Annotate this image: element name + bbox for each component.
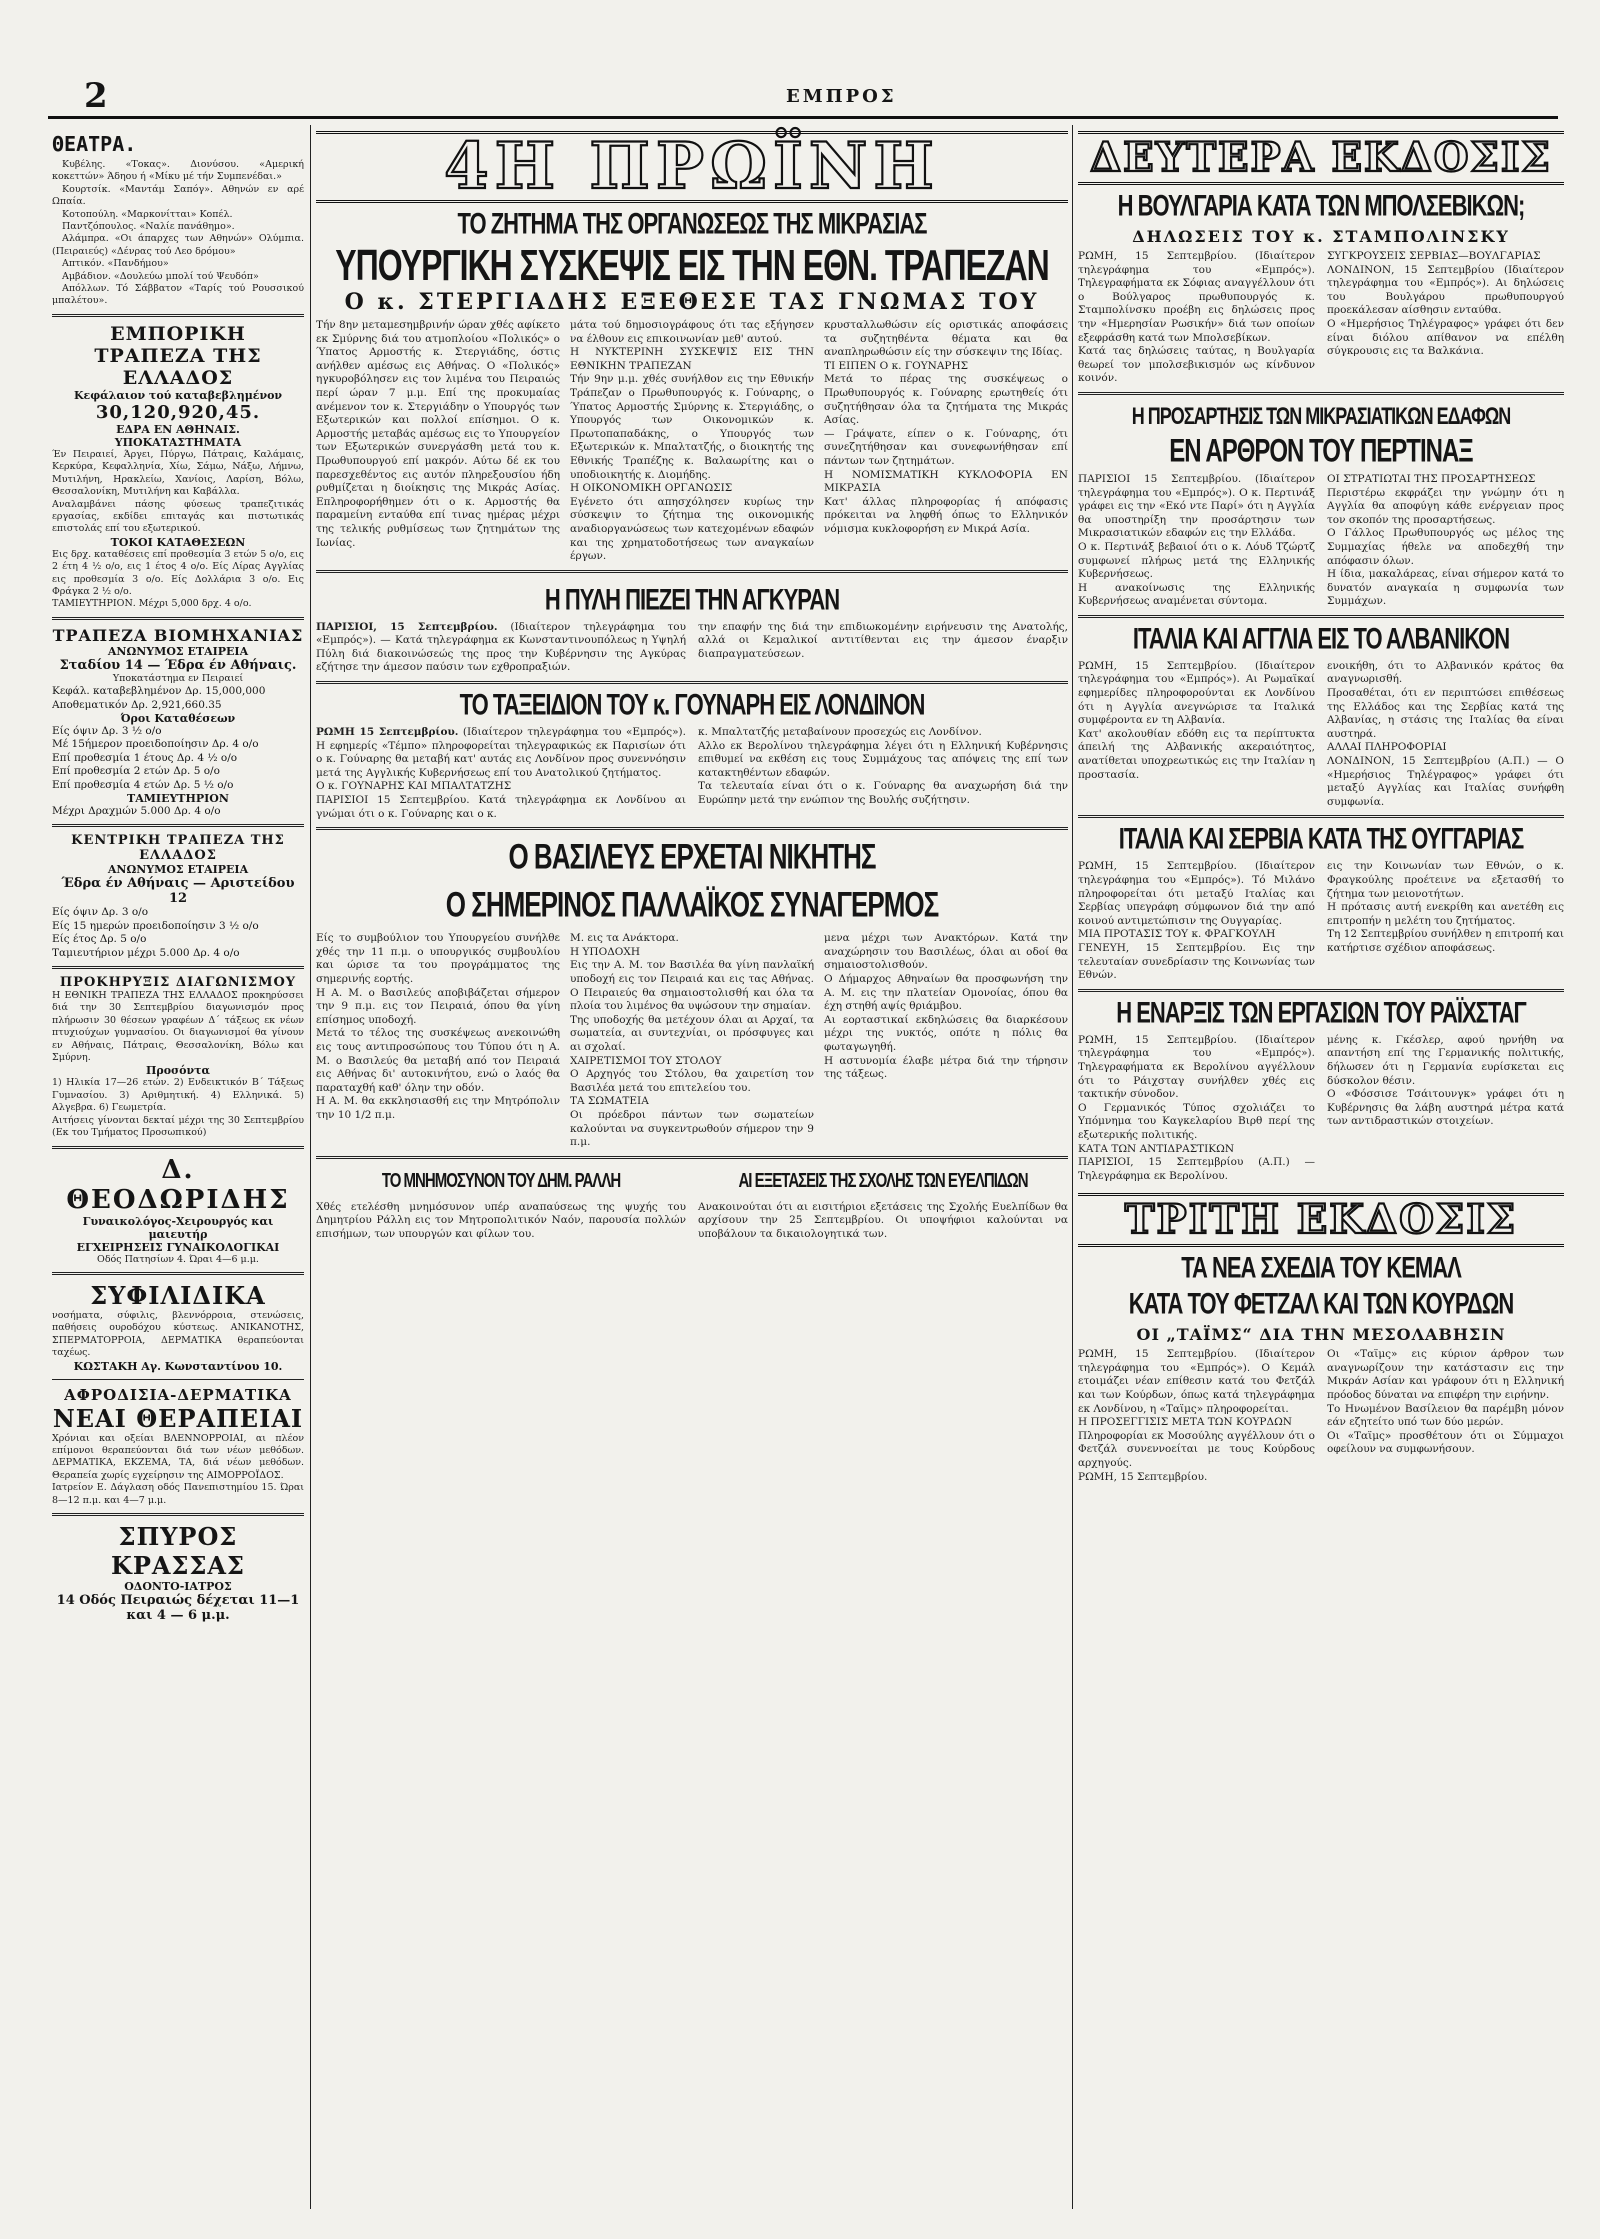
story-byline: ΟΙ „ΤΑΪΜΣ“ ΔΙΑ ΤΗΝ ΜΕΣΟΛΑΒΗΣΙΝ — [1136, 1325, 1506, 1345]
rate-line: Είς έτος Δρ. 5 ο/ο — [52, 933, 147, 946]
story-kicker: Ο ΒΑΣΙΛΕΥΣ ΕΡΧΕΤΑΙ ΝΙΚΗΤΗΣ — [508, 836, 876, 877]
dateline: ΡΩΜΗ 15 Σεπτεμβρίου. — [316, 726, 459, 739]
story-column: την επαφήν της διά την επιδιωκομένην ειρήνευσιν της Ανατολής, αλλά οι Κεμαλικοί αντιτίθενται εις την άμεσον έναρξιν διαπραγματεύσεων. — [698, 620, 1068, 660]
story-column: ΡΩΜΗ, 15 Σεπτεμβρίου. (Ιδιαίτερον τηλεγράφημα του «Εμπρός»). Τηλεγραφήματα εκ Σόφιας αναγγέλλουν ότι ο Βούλγαρος πρωθυπουργός κ. Σταμπολίνσκυ προέβη εις δηλώσεις προς την «Ημερησίαν Ρωσικήν» διά των οποίων εξεφράσθη κατά των Μπολσεβίκων. Κατά τας δηλώσεις ταύτας, η Βουλγαρία θεωρεί τον μπολσεβικισμόν ως κίνδυνον κοινόν. — [1078, 250, 1315, 385]
theatre-entry: Απτικόν. «Πανδήμου» — [62, 258, 169, 270]
story-column: ΡΩΜΗ, 15 Σεπτεμβρίου. (Ιδιαίτερον τηλεγράφημα του «Εμπρός»). Αι Ρωμαϊκαί εφημερίδες πληροφορούνται εκ Λονδίνου ότι η Αγγλία ανεγνώρισε τα Ιταλικά συμφέροντα εν τη Αλβανία. Κατ' ακολουθίαν εδόθη εις τα περίπτυκτα άπειλή της Αλβανικής ακεραιότητος, ανατίθεται υποχρεωτικώς εις την Ιταλίαν η προστασία. — [1078, 659, 1315, 781]
story-row — [316, 579, 1068, 675]
main-headline: ΥΠΟΥΡΓΙΚΗ ΣΥΣΚΕΨΙΣ ΕΙΣ ΤΗΝ ΕΘΝ. ΤΡΑΠΕΖΑΝ — [335, 240, 1049, 290]
story-column — [316, 621, 686, 675]
doctor-title: Γυναικολόγος-Χειρουργός και μαιευτήρ — [82, 1214, 274, 1241]
bank-title: ΚΕΝΤΡΙΚΗ ΤΡΑΠΕΖΑ ΤΗΣ ΕΛΛΑΔΟΣ — [71, 833, 285, 864]
story-column: Μ. εις τα Ανάκτορα. Η ΥΠΟΔΟΧΗ Εις την Α. Μ. τον Βασιλέα θα γίνη πανλαϊκή υποδοχή εις τον Πειραιά και εις τας Αθήνας. Ο Πειραιεύς θα σημαιοστολισθή και όλα τα πλοία του λιμένος θα υψώσουν την σημαίαν. Της υποδοχής θα μετέχουν όλαι αι Αρχαί, τα σωματεία, αι συντεχνίαι, οι πρόσφυγες και αι σχολαί. ΧΑΙΡΕΤΙΣΜΟΙ ΤΟΥ ΣΤΟΛΟΥ Ο Αρχηγός του Στόλου, θα χαιρετίση τον Βασιλέα μετά του επιτελείου του. ΤΑ ΣΩΜΑΤΕΙΑ Οι πρόεδροι πάντων των σωματείων καλούνται να συγκεντρωθούν σήμερον την 9 π.μ. — [570, 932, 814, 1149]
story-column: ΡΩΜΗ, 15 Σεπτεμβρίου. (Ιδιαίτερον τηλεγράφημα του «Εμπρός»). Τό Μιλάνο πληροφορείται ότι μεταξύ Ιταλίας και Σερβίας υπεγράφη σύμφωνον διά την από κοινού αντιμετώπισιν της Ουγγαρίας. ΜΙΑ ΠΡΟΤΑΣΙΣ ΤΟΥ κ. ΦΡΑΓΚΟΥΛΗ ΓΕΝΕΥΗ, 15 Σεπτεμβρίου. Εις την τελευταίαν συνεδρίασιν της Κοινωνίας των Εθνών. — [1078, 860, 1315, 982]
story-vasileus — [316, 836, 1068, 1150]
bank-address: Σταδίου 14 — Έδρα έν Αθήναις. — [59, 657, 297, 673]
story-column: Οι «Ταϊμς» εις κύριον άρθρον των αναγνωρίζουν την κατάστασιν εις την Μικράν Ασίαν και γράφουν ότι η Ελληνική πρόοδος δύναται να επιφέρη την ειρήνην. Το Ηνωμένον Βασίλειον θα παρέμβη μόνον εάν εζητείτο υπό των δύο μερών. Οι «Ταϊμς» προσθέτουν ότι οι Σύμμαχοι οφείλουν να συμφωνήσουν. — [1327, 1348, 1564, 1456]
clinic-ad — [52, 1281, 304, 1373]
divider — [52, 824, 304, 827]
doctor-name: Δ. ΘΕΟΔΩΡΙΔΗΣ — [66, 1154, 290, 1215]
savings-rate: ΤΑΜΙΕΥΤΗΡΙΟΝ. Μέχρι 5,000 δρχ. 4 ο/ο. — [52, 598, 252, 610]
deposits-title: ΤΟΚΟΙ ΚΑΤΑΘΕΣΕΩΝ — [110, 535, 246, 549]
ad-body: νοσήματα, σύφιλις, βλεννόρροια, στενώσεις, παθήσεις ουροδόχου κύστεως. ΑΝΙΚΑΝΟΤΗΣ, ΣΠΕΡΜΑΤΟΡΡΟΙΑ, ΔΕΡΜΑΤΙΚΑ θεραπεύονται ταχέως. — [52, 1309, 304, 1359]
story-text: (Ιδιαίτερον τηλεγράφημα του «Εμπρός»). — Κατά τηλεγράφημα εκ Κωνσταντινουπόλεως η Υψηλή Πύλη διά διακοινώσεώς της προς την Κυβέρνησιν της Αγκύρας εζήτησε την άμεσον παύσιν των εχθροπραξιών. — [316, 620, 686, 674]
tender-items: 1) Ηλικία 17—26 ετών. 2) Ενδεικτικόν Β΄ Τάξεως Γυμνασίου. 3) Αριθμητική. 4) Ελληνικά. 5) Αλγεβρα. 6) Γεωμετρία. — [52, 1077, 304, 1114]
dentist-name: ΣΠΥΡΟΣ ΚΡΑΣΣΑΣ — [110, 1521, 246, 1580]
divider — [1078, 615, 1564, 618]
divider — [52, 1379, 304, 1380]
story-column: Είς το συμβούλιον του Υπουργείου συνήλθε χθές την 11 π.μ. ο υπουργικός συμβουλίου και ώρισε τα του προγράμματος της σημερινής εορτής. Η Α. Μ. ο Βασιλεύς αποβιβάζεται σήμερον την 9 π.μ. εις τον Πειραιά, όπου θα γίνη επίσημος υποδοχή. Μετά το τέλος της συσκέψεως ανεκοινώθη εις τους αντιπροσώπους του Τύπου ότι η Α. Μ. ο Βασιλεύς θα μεταβή από τον Πειραιά εις Αθήνας δι' αυτοκινήτου, ενώ ο λαός θα παραταχθή καθ' όλην την οδόν. Η Α. Μ. θα εκκλησιασθή εις την Μητρόπολιν την 10 1/2 π.μ. — [316, 932, 560, 1121]
theatre-entry: Παντζόπουλος. «Ναλίε πανάθημο». — [62, 221, 235, 233]
divider — [52, 1146, 304, 1149]
story-column: κρυσταλλωθώσιν είς οριστικάς αποφάσεις τα συζητηθέντα θέματα και θα αναπληρωθώσιν είς την σύσκεψιν της Ιδίας. ΤΙ ΕΙΠΕΝ Ο κ. ΓΟΥΝΑΡΗΣ Μετά το πέρας της συσκέψεως ο Πρωθυπουργός κ. Γούναρης ερωτηθείς ότι συζητήθησαν όλα τα ζητήματα της Μικράς Ασίας. — Γράψατε, είπεν ο κ. Γούναρης, ότι συνεζητήθησαν και συνεφωνήθησαν επί πάντων των ζητημάτων. Η ΝΟΜΙΣΜΑΤΙΚΗ ΚΥΚΛΟΦΟΡΙΑ ΕΝ ΜΙΚΡΑΣΙΑ Κατ' άλλας πληροφορίας ή απόφασις πρόκειται να ληφθή όπως το Ελληνικόν νόμισμα κυκλοφορήση εν Μικρά Ασία. — [824, 319, 1068, 535]
divider — [1078, 815, 1564, 818]
story-headline: Η ΠΥΛΗ ΠΙΕΖΕΙ ΤΗΝ ΑΓΚΥΡΑΝ — [544, 581, 840, 616]
divider — [1078, 392, 1564, 395]
story-column: εις την Κοινωνίαν των Εθνών, ο κ. Φραγκούλης προέτεινε να εξετασθή το ζήτημα των μειονοτήτων. Η πρότασις αυτή ενεκρίθη και ανετέθη εις επιτροπήν η μελέτη του ζητήματος. Τη 12 Σεπτεμβρίου συνήλθεν η επιτροπή και κατήρτισε σχέδιον αποφάσεως. — [1327, 860, 1564, 954]
story-kicker: ΤΑ ΝΕΑ ΣΧΕΔΙΑ ΤΟΥ ΚΕΜΑΛ — [1181, 1250, 1461, 1285]
story-headline: ΑΙ ΕΞΕΤΑΣΕΙΣ ΤΗΣ ΣΧΟΛΗΣ ΤΩΝ ΕΥΕΛΠΙΔΩΝ — [738, 1169, 1028, 1193]
tender-body: Η ΕΘΝΙΚΗ ΤΡΑΠΕΖΑ ΤΗΣ ΕΛΛΑΔΟΣ προκηρύσσει διά την 30 Σεπτεμβρίου διαγωνισμόν προς πλήρωσιν 30 θέσεων γραφέων Δ΄ τάξεως εκ νέων πτυχιούχων γυμνασίου. Οι διαγωνισμοί θα γίνουν εν Αθήναις, Πάτραις, Θεσσαλονίκη, Βόλω και Σμύρνη. — [52, 990, 304, 1064]
story-headline: ΙΤΑΛΙΑ ΚΑΙ ΣΕΡΒΙΑ ΚΑΤΑ ΤΗΣ ΟΥΓΓΑΡΙΑΣ — [1118, 821, 1524, 856]
story-rallis — [316, 1165, 686, 1242]
bank-address: Έδρα έν Αθήναις — Αριστείδου 12 — [61, 876, 295, 907]
rate-line: Μέ 15ήμερον προειδοποίησιν Δρ. 4 ο/ο — [52, 738, 259, 751]
column-rule — [310, 125, 311, 2209]
story-column: ΠΑΡΙΣΙΟΙ 15 Σεπτεμβρίου. (Ιδιαίτερον τηλεγράφημα του «Εμπρός»). Ο κ. Περτινάξ γράφει εις την «Εκό ντε Παρί» ότι η Αγγλία θα υποστηρίξη την προσάρτησιν των Μικρασιατικών εδαφών εις την Ελλάδα. Ο κ. Περτινάξ βεβαιοί ότι ο κ. Λόυδ Τζώρτζ συμφωνεί πλήρως μετά της Ελληνικής Κυβερνήσεως. Η ανακοίνωσις της Ελληνικής Κυβερνήσεως αναμένεται σύντομα. — [1078, 472, 1315, 608]
story-column: Τήν 8ην μεταμεσημβρινήν ώραν χθές αφίκετο εκ Σμύρνης διά του ατμοπλοίου «Πολικός» ο Ύπατος Αρμοστής κ. Στεργιάδης, όστις ανήλθεν αμέσως εις Αθήνας. Ο «Πολικός» ηγκυροβόλησεν εις τον λιμένα του Πειραιώς περί ώραν 7 μ.μ. Επί της προκυμαίας ανέμενον τον κ. Στεργιάδην ο Υπουργός των Εξωτερικών και πολλοί επίσημοι. Ο κ. Αρμοστής μεταβάς αμέσως εις το Υπουργείον των Εξωτερικών συνεργάσθη μετά του κ. Πρωθυπουργού επί μακρόν. Αύτω δέ εκ του παρεσχεθέντος εις αυτόν πληρεξουσίου ήδη ρυθμίζεται η διοίκησις της Μικράς Ασίας. Επληροφορήθημεν ότι ο κ. Αρμοστής θα παραμείνη ενταύθα επί τινας ημέρας μέχρι της τελικής ρυθμίσεως των ζητημάτων της Ιωνίας. — [316, 319, 560, 549]
bank-capital: 30,120,920,45. — [95, 401, 261, 423]
clinic-ad-2 — [52, 1386, 304, 1507]
tender-notice — [52, 975, 304, 1139]
divider — [52, 1272, 304, 1275]
main-byline: Ο κ. ΣΤΕΡΓΙΑΔΗΣ ΕΞΕΘΕΣΕ ΤΑΣ ΓΝΩΜΑΣ ΤΟΥ — [344, 289, 1040, 315]
story-headline: ΤΟ ΤΑΞΕΙΔΙΟΝ ΤΟΥ κ. ΓΟΥΝΑΡΗ ΕΙΣ ΛΟΝΔΙΝΟΝ — [459, 687, 925, 722]
bank-subtitle: ΑΝΩΝΥΜΟΣ ΕΤΑΙΡΕΙΑ — [107, 863, 249, 877]
edition-title: ΤΡΙΤΗ ΕΚΔΟΣΙΣ — [1078, 1193, 1564, 1247]
story-headline: ΙΤΑΛΙΑ ΚΑΙ ΑΓΓΛΙΑ ΕΙΣ ΤΟ ΑΛΒΑΝΙΚΟΝ — [1132, 621, 1510, 655]
savings-title: ΤΑΜΙΕΥΤΗΡΙΟΝ — [127, 792, 229, 805]
divider — [52, 314, 304, 317]
bank-ad-viomichanias — [52, 626, 304, 819]
bank-subtitle: ΑΝΩΝΥΜΟΣ ΕΤΑΙΡΕΙΑ — [107, 644, 249, 658]
story-headline: Η ΕΝΑΡΞΙΣ ΤΩΝ ΕΡΓΑΣΙΩΝ ΤΟΥ ΡΑΪΧΣΤΑΓ — [1116, 995, 1526, 1029]
story-taxidion — [316, 687, 1068, 821]
dentist-ad — [52, 1522, 304, 1623]
story-kicker: Η ΠΡΟΣΑΡΤΗΣΙΣ ΤΩΝ ΜΙΚΡΑΣΙΑΤΙΚΩΝ ΕΔΑΦΩΝ — [1131, 402, 1511, 430]
theatre-entry: Κουρτσίκ. «Μαντάμ Σαπόγ». Αθηνών εν αρέ Ωπαία. — [52, 183, 304, 208]
ad-title: ΑΦΡΟΔΙΣΙΑ-ΔΕΡΜΑΤΙΚΑ — [64, 1385, 292, 1404]
story-evelpides — [698, 1165, 1068, 1242]
tender-title: ΠΡΟΚΗΡΥΞΙΣ ΔΙΑΓΩΝΙΣΜΟΥ — [59, 975, 297, 991]
rate-line: Είς όψιν Δρ. 3 ½ ο/ο — [52, 724, 162, 737]
column-rule — [1072, 125, 1073, 2209]
story-column: μενα μέχρι των Ανακτόρων. Κατά την αναχώρησιν του Βασιλέως, όλαι αι οδοί θα σημαιοστολισθούν. Ο Δήμαρχος Αθηναίων θα προσφωνήση την Α. Μ. εις την πλατείαν Ομονοίας, όπου θα έχη στηθή αψίς θριάμβου. Αι εορταστικαί εκδηλώσεις θα διαρκέσουν μέχρι της νυκτός, οπότε η πόλις θα φωταγωγηθή. Η αστυνομία έλαβε μέτρα διά την τήρησιν της τάξεως. — [824, 932, 1068, 1081]
story-column: ενοικήθη, ότι το Αλβανικόν κράτος θα αναγνωρισθή. Προσαθέται, ότι εν περιπτώσει επιθέσεως της Ελλάδος και της Σερβίας κατά της Αλβανίας, η στάσις της Ιταλίας θα είναι αυστηρά. ΑΛΛΑΙ ΠΛΗΡΟΦΟΡΙΑΙ ΛΟΝΔΙΝΟΝ, 15 Σεπτεμβρίου (Α.Π.) — Ο «Ημερήσιος Τηλέγραφος» γράφει ότι μεταξύ Αγγλίας και Ιταλίας συνήφθη συμφωνία. — [1327, 659, 1564, 808]
dateline: ΠΑΡΙΣΙΟΙ, 15 Σεπτεμβρίου. — [316, 620, 498, 633]
story-column: ΟΙ ΣΤΡΑΤΙΩΤΑΙ ΤΗΣ ΠΡΟΣΑΡΤΗΣΕΩΣ Περιστέρω εκφράζει την γνώμην ότι η Αγγλία θα αποφύγη κάθε ενέργειαν προς τον σκοπόν της προσαρτήσεως. Ο Γάλλος Πρωθυπουργός ως μέλος της Συμμαχίας ήθελε να αποδεχθή την απόφασιν όλων. Η ίδια, μακαλάρεας, είναι σήμερον κατά το δυνατόν αναγκαία η συμφωνία των Συμμάχων. — [1327, 472, 1564, 608]
divider — [52, 1513, 304, 1516]
dentist-address: 14 Οδός Πειραιώς δέχεται 11—1 και 4 — 6 μ.μ. — [56, 1592, 300, 1623]
masthead — [48, 76, 1558, 119]
story-text: Ανακοινούται ότι αι εισιτήριοι εξετάσεις της Σχολής Ευελπίδων θα αρχίσουν την 25 Σεπτεμβρίου. Οι υποψήφιοι καλούνται να υποβάλουν τα δικαιολογητικά των. — [698, 1200, 1068, 1240]
paper-name: ΕΜΠΡΟΣ — [786, 86, 897, 107]
main-kicker: ΤΟ ΖΗΤΗΜΑ ΤΗΣ ΟΡΓΑΝΩΣΕΩΣ ΤΗΣ ΜΙΚΡΑΣΙΑΣ — [457, 206, 927, 241]
story-column: ΣΥΓΚΡΟΥΣΕΙΣ ΣΕΡΒΙΑΣ—ΒΟΥΛΓΑΡΙΑΣ ΛΟΝΔΙΝΟΝ, 15 Σεπτεμβρίου (Ιδιαίτερον τηλεγράφημα του «Εμπρός»). Αι δηλώσεις του Βουλγάρου πρωθυπουργού προεκάλεσαν αίσθησιν ενταύθα. Ο «Ημερήσιος Τηλέγραφος» γράφει ότι δεν είναι διόλου απίθανον να επέλθη σύγκρουσις εις τα Βαλκάνια. — [1327, 250, 1564, 358]
divider — [52, 617, 304, 620]
story-headline: ΚΑΤΑ ΤΟΥ ΦΕΤΖΑΛ ΚΑΙ ΤΩΝ ΚΟΥΡΔΩΝ — [1128, 1286, 1514, 1321]
rate-line: Επί προθεσμία 2 ετών Δρ. 5 ο/ο — [52, 765, 220, 778]
story-column: μένης κ. Γκέσλερ, αφού ηρνήθη να απαντήση επί της Γερμανικής πολιτικής, δήλωσεν ότι η Γερμανία ευρίσκεται εις δύσκολον θέσιν. Ο «Φόσσισε Τσάιτουνγκ» γράφει ότι η Κυβέρνησις θα λάβη αυστηρά μέτρα κατά των αντιδραστικών στοιχείων. — [1327, 1033, 1564, 1128]
bank-ad-emporiki — [52, 323, 304, 611]
rate-line: Επί προθεσμία 1 έτους Δρ. 4 ½ ο/ο — [52, 751, 238, 764]
rate-line: Ταμιευτήριον μέχρι 5.000 Δρ. 4 ο/ο — [52, 946, 240, 959]
divider — [52, 966, 304, 969]
story-headline: Η ΒΟΥΛΓΑΡΙΑ ΚΑΤΑ ΤΩΝ ΜΠΟΛΣΕΒΙΚΩΝ; — [1117, 188, 1525, 223]
ad-hours: Ιατρείον Ε. Δάγλαση οδός Πανεπιστημίου 15. Ώραι 8—12 π.μ. και 4—7 μ.μ. — [52, 1482, 304, 1506]
theatre-entry: Αλάμπρα. «Οι άπαρχες των Αθηνών» Ολύμπια. (Πειραιεύς) «Δένρας τού Λεο δρόμου» — [52, 233, 304, 257]
divider — [316, 681, 1068, 684]
divider — [316, 827, 1068, 830]
center-column — [316, 125, 1068, 1242]
edition-title: ΔΕΥΤΕΡΑ ΕΚΔΟΣΙΣ — [1078, 131, 1564, 185]
left-column — [52, 125, 304, 1623]
savings-line: Μέχρι Δραχμών 5.000 Δρ. 4 ο/ο — [52, 805, 221, 817]
divider — [1078, 989, 1564, 992]
story-column — [316, 726, 686, 821]
story-column: ΡΩΜΗ, 15 Σεπτεμβρίου. (Ιδιαίτερον τηλεγράφημα του «Εμπρός»). Τηλεγραφήματα εκ Βερολίνου αγγέλλουν ότι το Ράιχσταγ συνήλθεν χθές εις τακτικήν σύνοδον. Ο Γερμανικός Τύπος σχολιάζει το Υπόμνημα του Καγκελαρίου Βιρθ περί της εξωτερικής πολιτικής. ΚΑΤΑ ΤΩΝ ΑΝΤΙΔΡΑΣΤΙΚΩΝ ΠΑΡΙΣΙΟΙ, 15 Σεπτεμβρίου (Α.Π.) — Τηλεγράφημα εκ Βερολίνου. — [1078, 1033, 1315, 1182]
bank-notes: Αναλαμβάνει πάσης φύσεως τραπεζιτικάς εργασίας, εκδίδει επιταγάς και πιστωτικάς επιστολάς επί του εξωτερικού. — [52, 498, 304, 535]
bank-title: ΕΜΠΟΡΙΚΗ ΤΡΑΠΕΖΑ ΤΗΣ ΕΛΛΑΔΟΣ — [94, 322, 262, 389]
bank-reserve: Αποθεματικόν Δρ. 2,921,660.35 — [52, 698, 222, 711]
theatre-entry: Αμβάδιον. «Δουλεύω μπολί τού Ψευδόπ» — [62, 270, 259, 282]
doctor-services: ΕΓΧΕΙΡΗΣΕΙΣ ΓΥΝΑΙΚΟΛΟΓΙΚΑΙ — [76, 1240, 280, 1254]
bank-title: ΤΡΑΠΕΖΑ ΒΙΟΜΗΧΑΝΙΑΣ — [52, 625, 304, 645]
bank-capital-label: Κεφάλαιον τού καταβεβλημένον — [73, 388, 283, 402]
edition-title: 4Η ΠΡΩΪΝΗ — [316, 131, 1068, 203]
ad-subtitle: ΝΕΑΙ ΘΕΡΑΠΕΙΑΙ — [52, 1403, 304, 1433]
theatres-title: ΘΕΑΤΡΑ. — [52, 132, 137, 156]
story-headline: Ο ΣΗΜΕΡΙΝΟΣ ΠΑΛΛΑΪΚΟΣ ΣΥΝΑΓΕΡΜΟΣ — [445, 884, 939, 925]
page-number: 2 — [84, 76, 108, 116]
bottom-stories — [316, 1165, 1068, 1242]
bank-seat: ΕΔΡΑ ΕΝ ΑΘΗΝΑΙΣ. ΥΠΟΚΑΤΑΣΤΗΜΑΤΑ — [114, 422, 242, 449]
divider — [316, 570, 1068, 573]
story-column: κ. Μπαλτατζής μεταβαίνουν προσεχώς εις Λονδίνον. Αλλο εκ Βερολίνου τηλεγράφημα λέγει ότι η Ελληνική Κυβέρνησις επιθυμεί να εκθέση εις τους Συμμάχους τας απόψεις της επί των κατακτηθέντων εδαφών. Τα τελευταία είναι ότι ο κ. Γούναρης θα αναχωρήση διά την Ευρώπην μετά την ενώπιον της Βουλής συζήτησιν. — [698, 726, 1068, 807]
theatre-entry: Απόλλων. Τό Σάββατον «Ταρίς τού Ρουσσικού μπαλέτου». — [52, 283, 304, 307]
story-text: Χθές ετελέσθη μνημόσυνον υπέρ αναπαύσεως της ψυχής του Δημητρίου Ράλλη εις τον Μητροπολιτικόν Ναόν, παρουσία πολλών επισήμων, των υπουργών και φίλων του. — [316, 1200, 686, 1240]
ad-body: Χρόνιαι και οξείαι ΒΛΕΝΝΟΡΡΟΙΑΙ, αι πλέον επίμονοι θεραπεύονται διά των νέων μεθόδων. ΔΕΡΜΑΤΙΚΑ, ΕΚΖΕΜΑ, ΤΑ, διά νέων μεθόδων. Θεραπεία χωρίς εγχείρησιν της ΑΙΜΟΡΡΟΪΔΟΣ. — [52, 1432, 304, 1481]
ad-title: ΣΥΦΙΛΙΔΙΚΑ — [90, 1280, 266, 1310]
rates-title: Όροι Καταθέσεων — [120, 711, 236, 725]
story-column: ΡΩΜΗ, 15 Σεπτεμβρίου. (Ιδιαίτερον τηλεγράφημα του «Εμπρός»). Ο Κεμάλ ετοιμάζει νέαν επίθεσιν κατά του Φετζάλ και των Κούρδων, όπως κατά τηλεγράφημα εκ Λονδίνου, η «Ταϊμς» πληροφορείται. Η ΠΡΟΣΕΓΓΙΣΙΣ ΜΕΤΑ ΤΩΝ ΚΟΥΡΔΩΝ Πληροφορίαι εκ Μοσούλης αγγέλλουν ότι ο Φετζάλ συνεννοείται με τους Κούρδους αρχηγούς. ΡΩΜΗ, 15 Σεπτεμβρίου. — [1078, 1348, 1315, 1483]
tender-items-title: Προσόντα — [146, 1064, 210, 1078]
right-column — [1078, 125, 1564, 1484]
story-headline: ΕΝ ΑΡΘΡΟΝ ΤΟΥ ΠΕΡΤΙΝΑΞ — [1169, 432, 1473, 470]
rate-line: Επί προθεσμία 4 ετών Δρ. 5 ½ ο/ο — [52, 778, 234, 791]
theatre-entry: Κοτοπούλη. «Μαρκονίτται» Κοπέλ. — [62, 208, 233, 220]
rate-line: Είς όψιν Δρ. 3 ο/ο — [52, 906, 149, 919]
story-column: μάτα τού δημοσιογράφους ότι τας εξήγησεν να έλθουν εις επικοινωνίαν μεθ' αυτού. Η ΝΥΚΤΕΡΙΝΗ ΣΥΣΚΕΨΙΣ ΕΙΣ ΤΗΝ ΕΘΝΙΚΗΝ ΤΡΑΠΕΖΑΝ Τήν 9ην μ.μ. χθές συνήλθον εις την Εθνικήν Τράπεζαν ο Πρωθυπουργός κ. Γούναρης, ο Ύπατος Αρμοστής Σμύρνης κ. Στεργιάδης, ο Υπουργός των Οικονομικών κ. Πρωτοπαπαδάκης, ο Υπουργός των Εξωτερικών κ. Μπαλτατζής, ο διοικητής της Εθνικής Τραπέζης κ. Βαλαωρίτης και ο υποδιοικητής κ. Διομήδης. Η ΟΙΚΟΝΟΜΙΚΗ ΟΡΓΑΝΩΣΙΣ Εγένετο ότι απησχόλησεν κυρίως την σύσκεψιν το ζήτημα της οικονομικής αναδιοργανώσεως των κατεχομένων εδαφών και της χρηματοδοτήσεως των αναγκαίων έργων. — [570, 319, 814, 563]
doctor-ad — [52, 1155, 304, 1266]
dentist-title: ΟΔΟΝΤΟ-ΙΑΤΡΟΣ — [124, 1579, 232, 1593]
story-text: (Ιδιαίτερον τηλεγράφημα του «Εμπρός»). Η εφημερίς «Τέμπο» πληροφορείται τηλεγραφικώς εκ Παρισίων ότι ο κ. Γούναρης θα μεταβή κατ' αυτάς εις Λονδίνον προς συνεννόησιν μετά της Αγγλικής Κυβερνήσεως επί του Ανατολικού ζητήματος. Ο κ. ΓΟΥΝΑΡΗΣ ΚΑΙ ΜΠΑΛΤΑΤΖΗΣ ΠΑΡΙΣΙΟΙ 15 Σεπτεμβρίου. Κατά τηλεγράφημα εκ Λονδίνου αι γνώμαι ότι ο κ. Γούναρης και ο κ. — [316, 726, 686, 820]
doctor-address: Οδός Πατησίων 4. Ώραι 4—6 μ.μ. — [97, 1253, 259, 1265]
story-headline: ΤΟ ΜΝΗΜΟΣΥΝΟΝ ΤΟΥ ΔΗΜ. ΡΑΛΛΗ — [381, 1169, 621, 1193]
deposits-rates: Εις δρχ. καταθέσεις επί προθεσμία 3 ετών 5 ο/ο, εις 2 έτη 4 ½ ο/ο, εις 1 έτος 4 ο/ο. Είς Λίρας Αγγλίας εις προθεσμία 3 ο/ο. Είς Δολλάρια 3 ο/ο. Εις Φράγκα 2 ½ ο/ο. — [52, 548, 304, 597]
bank-ad-kentriki — [52, 833, 304, 960]
theatre-entry: Κυβέλης. «Τοκας». Διονύσου. «Αμερική κοκεττών» Άδηου ή «Μίκυ μέ τήν Συμπενέδαι.» — [52, 159, 304, 183]
divider — [316, 1156, 1068, 1159]
main-story-body — [316, 319, 1068, 564]
bank-capital: Κεφάλ. καταβεβλημένον Δρ. 15,000,000 — [52, 685, 266, 698]
theatres-list — [52, 159, 304, 308]
story-byline: ΔΗΛΩΣΕΙΣ ΤΟΥ κ. ΣΤΑΜΠΟΛΙΝΣΚΥ — [1132, 227, 1510, 246]
tender-closing: Αιτήσεις γίνονται δεκταί μέχρι της 30 Σεπτεμβρίου (Εκ του Τμήματος Προσωπικού) — [52, 1114, 304, 1139]
rate-line: Είς 15 ημερών προειδοποίησιν 3 ½ ο/ο — [52, 919, 259, 932]
story-pyli — [316, 579, 1068, 675]
ad-doctor: ΚΩΣΤΑΚΗ Αγ. Κωνσταντίνου 10. — [73, 1359, 283, 1373]
bank-branches: Έν Πειραιεί, Άργει, Πύργω, Πάτραις, Καλάμαις, Κερκύρα, Κεφαλληνία, Χίω, Σάμω, Νάξω, Λήμνω, Μυτιλήνη, Ηρακλείω, Χανίοις, Λαρίση, Βόλω, Θεσσαλονίκη, Μυτιλήνη και Καβάλλα. — [52, 448, 304, 498]
bank-branch: Υποκατάστημα εν Πειραιεί — [112, 672, 244, 684]
